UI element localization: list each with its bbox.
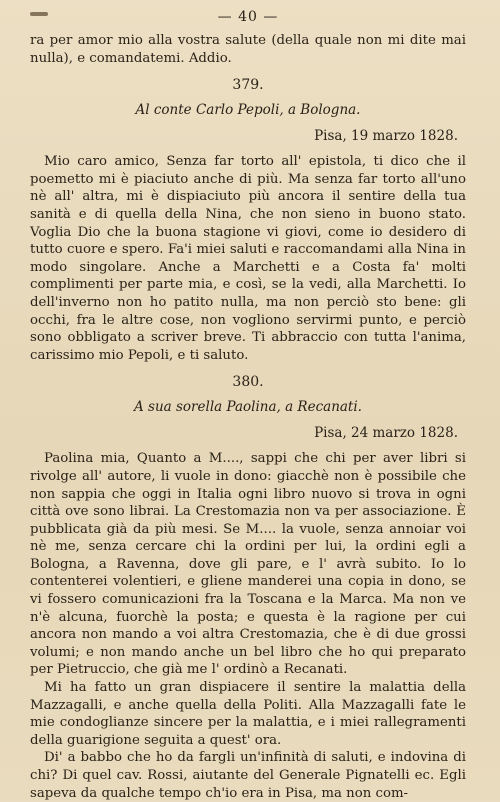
letter-body-380-p1: Paolina mia, Quanto a M...., sappi che chi per aver libri si rivolge all' autore, li vuole in dono: giacchè non è possibile che non sappia che oggi in Italia ogni libro nuovo si trova in ogni città ove sono librai. La Crestomazia non va per associazione. È pubblicata già da più mesi. Se M.... la vuole, senza annoiar voi nè me, senza cercare chi la ordini per lui, la ordini egli a Bologna, a Ravenna, dove gli pare, e l' avrà subito. Io lo contenterei volentieri, e gliene manderei una copia in dono, se vi fossero comunicazioni fra la Toscana e la Marca. Ma non ve n'è alcuna, fuorchè la posta; e questa è la ragione per cui ancora non mando a voi altra Crestomazia, che è di due grossi volumi; e non mando anche un bel libro che ho qui preparato per Pietruccio, che già me l' ordinò a Recanati.	[30, 451, 466, 678]
letter-date-380: Pisa, 24 marzo 1828.	[314, 425, 458, 442]
page-number: — 40 —	[217, 9, 279, 25]
continuation-text: ra per amor mio alla vostra salute (della quale non mi dite mai nulla), e comandatemi. Addio.	[30, 33, 466, 66]
letter-date-379: Pisa, 19 marzo 1828.	[314, 128, 458, 145]
letter-body-379: Mio caro amico, Senza far torto all' epistola, ti dico che il poemetto mi è piaciuto anche di più. Ma senza far torto all'uno nè all' altra, mi è dispiaciuto più ancora il sentire della tua sanità e di quella della Nina, che non sieno in buono stato. Voglia Dio che la buona stagione vi giovi, come io desidero di tutto cuore e spero. Fa'i miei saluti e raccomandami alla Nina in modo singolare. Anche a Marchetti e a Costa fa' molti complimenti per parte mia, e così, se la vedi, alla Marchetti. Io dell'inverno non ho patito nulla, ma non perciò sto bene: gli occhi, fra le altre cose, non vogliono servirmi punto, e perciò sono obbligato a scriver breve. Ti abbraccio con tutta l'anima, carissimo mio Pepoli, e ti saluto.	[30, 154, 466, 363]
ink-mark	[30, 12, 48, 16]
letter-address-379: Al conte Carlo Pepoli, a Bologna.	[135, 102, 361, 119]
letter-number-379: 379.	[232, 77, 264, 94]
letter-address-380: A sua sorella Paolina, a Recanati.	[134, 399, 362, 416]
letter-body-380-p2: Mi ha fatto un gran dispiacere il sentire la malattia della Mazzagalli, e anche quella della Politi. Alla Mazzagalli fate le mie condoglianze sincere per la malattia, e i miei rallegramenti della guarigione seguita a quest' ora.	[30, 680, 466, 748]
letter-body-380-p3: Di' a babbo che ho da fargli un'infinità di saluti, e indovina di chi? Di quel cav. Rossi, aiutante del Generale Pignatelli ec. Egli sapeva da qualche tempo ch'io era in Pisa, ma non com-	[30, 750, 466, 801]
letter-number-380: 380.	[232, 374, 264, 391]
